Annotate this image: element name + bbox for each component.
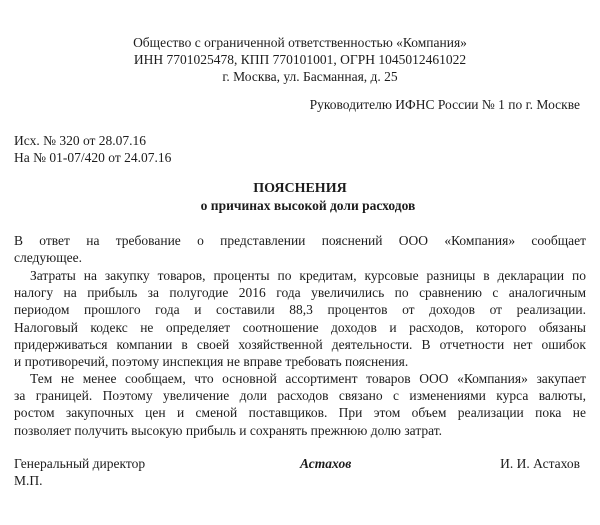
paragraph-2-line: Затраты на закупку товаров, проценты по кредитам, курсовые разницы в декларации по [30, 268, 586, 283]
signer-name: И. И. Астахов [500, 456, 580, 471]
paragraph-1 [14, 232, 586, 266]
incoming-number: На № 01-07/420 от 24.07.16 [14, 150, 172, 165]
recipient: Руководителю ИФНС России № 1 по г. Москве [309, 97, 580, 112]
paragraph-2 [14, 267, 586, 370]
paragraph-2-line: периодом прошлого года и составили 88,3 процентов от доходов от реализации. [14, 302, 586, 318]
signer-position: Генеральный директор [14, 456, 146, 471]
paragraph-2-line: придерживаться компании в своей хозяйственной деятельности. В отчетности нет ошибок [14, 336, 586, 352]
paragraph-3-line: ростом закупочных цен и сменой поставщиков. При этом объем реализации пока не [14, 405, 586, 421]
document-title: ПОЯСНЕНИЯ [253, 181, 347, 196]
document-subtitle: о причинах высокой доли расходов [200, 198, 416, 213]
handwritten-signature: Астахов [300, 456, 352, 471]
company-ids: ИНН 7701025478, КПП 770101001, ОГРН 1045012461022 [133, 52, 467, 67]
paragraph-3-line: за границей. Поэтому увеличение доли расходов связано с изменениями курса валюты, [14, 388, 586, 404]
paragraph-3-line: Тем не менее сообщаем, что основной ассортимент товаров ООО «Компания» закупает [30, 371, 586, 386]
stamp-placeholder: М.П. [14, 473, 43, 488]
paragraph-1-line: В ответ на требование о представлении пояснений ООО «Компания» сообщает [14, 233, 586, 248]
paragraph-2-line: Налоговый кодекс не определяет соотношение доходов и расходов, которого обязаны [14, 319, 586, 335]
outgoing-number: Исх. № 320 от 28.07.16 [14, 133, 147, 148]
company-address: г. Москва, ул. Басманная, д. 25 [222, 69, 398, 84]
paragraph-2-line: налогу на прибыль за полугодие 2016 года увеличились по сравнению с аналогичным [14, 285, 586, 301]
paragraph-3 [14, 370, 586, 439]
paragraph-3-line: позволяет получить высокую прибыль и сохранять прежнюю долю затрат. [14, 422, 443, 438]
company-name: Общество с ограниченной ответственностью «Компания» [133, 35, 467, 50]
paragraph-1-line: следующее. [14, 250, 83, 266]
paragraph-2-line: и противоречий, поэтому инспекция не вправе требовать пояснения. [14, 354, 409, 370]
